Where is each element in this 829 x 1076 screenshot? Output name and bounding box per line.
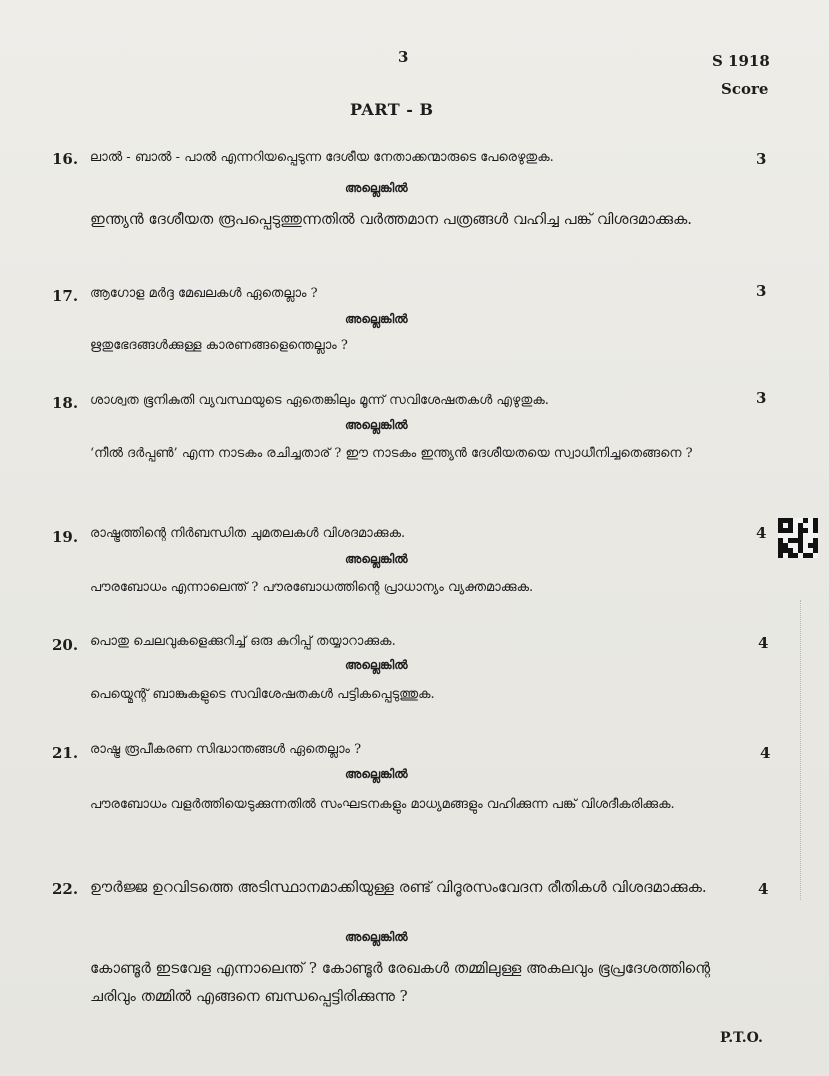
question-marks-22: 4 [758, 880, 769, 898]
paper-code: S 1918 [712, 52, 770, 70]
alt-question-text-17: ഋതുഭേദങ്ങൾക്കുള്ള കാരണങ്ങളെന്തെല്ലാം ? [90, 338, 348, 353]
question-text-21: രാഷ്ട്ര രൂപീകരണ സിദ്ധാന്തങ്ങൾ ഏതെല്ലാം ? [90, 742, 362, 757]
question-marks-18: 3 [756, 389, 767, 407]
question-number-21: 21. [52, 744, 79, 762]
alt-question-text-22: കോണ്ടൂർ ഇടവേള എന്നാലെന്ത് ? കോണ്ടൂർ രേഖകൾ തമ്മിലുള്ള അകലവും ഭൂപ്രദേശത്തിന്റെ ചരിവും തമ്മിൽ എങ്ങനെ ബന്ധപ്പെട്ടിരിക്കുന്നു ? [90, 959, 711, 1005]
question-text-18: ശാശ്വത ഭൂനികുതി വ്യവസ്ഥയുടെ ഏതെങ്കിലും മൂന്ന് സവിശേഷതകൾ എഴുതുക. [90, 393, 549, 408]
question-text-17: ആഗോള മർദ്ദ മേഖലകൾ ഏതെല്ലാം ? [90, 286, 318, 301]
question-number-19: 19. [52, 528, 79, 546]
question-number-18: 18. [52, 394, 79, 412]
page-number: 3 [398, 48, 409, 66]
alt-question-text-16: ഇന്ത്യൻ ദേശീയത രൂപപ്പെടുത്തുന്നതിൽ വർത്തമാന പത്രങ്ങൾ വഹിച്ച പങ്ക് വിശദമാക്കുക. [90, 210, 693, 228]
question-marks-16: 3 [756, 150, 767, 168]
paper-fold-mark [800, 600, 803, 900]
question-number-22: 22. [52, 880, 79, 898]
question-number-16: 16. [52, 150, 79, 168]
or-label-21: അല്ലെങ്കിൽ [345, 767, 408, 781]
part-title: PART - B [350, 100, 434, 119]
or-label-19: അല്ലെങ്കിൽ [345, 552, 408, 566]
alt-question-text-19: പൗരബോധം എന്നാലെന്ത് ? പൗരബോധത്തിന്റെ പ്രാധാന്യം വ്യക്തമാക്കുക. [90, 580, 534, 595]
question-number-17: 17. [52, 287, 79, 305]
question-marks-21: 4 [760, 744, 771, 762]
question-text-22: ഊർജ്ജ ഉറവിടത്തെ അടിസ്ഥാനമാക്കിയുള്ള രണ്ട് വിദൂരസംവേദന രീതികൾ വിശദമാക്കുക. [90, 878, 707, 896]
or-label-17: അല്ലെങ്കിൽ [345, 312, 408, 326]
pto-label: P.T.O. [720, 1030, 763, 1046]
question-text-16: ലാൽ - ബാൽ - പാൽ എന്നറിയപ്പെടുന്ന ദേശീയ നേതാക്കന്മാരുടെ പേരെഴുതുക. [90, 150, 554, 165]
question-marks-17: 3 [756, 282, 767, 300]
or-label-16: അല്ലെങ്കിൽ [345, 181, 408, 195]
or-label-22: അല്ലെങ്കിൽ [345, 930, 408, 944]
alt-question-text-20: പെയ്മെന്റ് ബാങ്കുകളുടെ സവിശേഷതകൾ പട്ടികപ്പെടുത്തുക. [90, 687, 435, 702]
qr-code-icon [778, 518, 818, 558]
or-label-18: അല്ലെങ്കിൽ [345, 418, 408, 432]
question-marks-19: 4 [756, 524, 767, 542]
question-marks-20: 4 [758, 634, 769, 652]
alt-question-text-18: ‘നീൽ ദർപ്പൺ’ എന്ന നാടകം രചിച്ചതാര് ? ഈ നാടകം ഇന്ത്യൻ ദേശീയതയെ സ്വാധീനിച്ചതെങ്ങനെ ? [90, 446, 693, 461]
alt-question-text-21: പൗരബോധം വളർത്തിയെടുക്കുന്നതിൽ സംഘടനകളും മാധ്യമങ്ങളും വഹിക്കുന്ന പങ്ക് വിശദീകരിക്കുക. [90, 797, 675, 812]
question-text-19: രാഷ്ട്രത്തിന്റെ നിർബന്ധിത ചുമതലകൾ വിശദമാക്കുക. [90, 526, 406, 541]
or-label-20: അല്ലെങ്കിൽ [345, 658, 408, 672]
question-number-20: 20. [52, 636, 79, 654]
score-label: Score [721, 80, 769, 98]
question-text-20: പൊതു ചെലവുകളെക്കുറിച്ച് ഒരു കുറിപ്പ് തയ്യാറാക്കുക. [90, 634, 396, 649]
